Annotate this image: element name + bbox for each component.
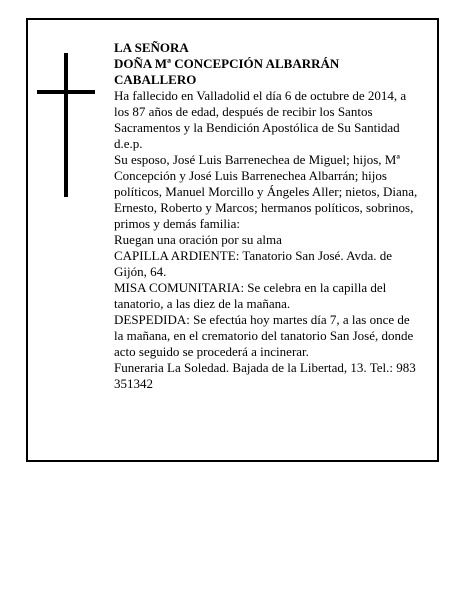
chapel-info: CAPILLA ARDIENTE: Tanatorio San José. Avda. de Gijón, 64. — [114, 248, 393, 279]
cross-horizontal-bar — [37, 90, 95, 94]
deceased-title: LA SEÑORA — [114, 40, 189, 55]
family-list: Su esposo, José Luis Barrenechea de Miguel; hijos, Mª Concepción y José Luis Barrenechea Albarrán; hijos políticos, Manuel Morcillo y Ángeles Aller; nietos, Diana, Ernesto, Roberto y Marcos; hermanos políticos, sobrinos, primos y demás familia: — [114, 152, 418, 231]
obituary-text — [114, 40, 419, 392]
cross-vertical-bar — [64, 53, 68, 197]
mass-info: MISA COMUNITARIA: Se celebra en la capilla del tanatorio, a las diez de la mañana. — [114, 280, 387, 311]
farewell-info: DESPEDIDA: Se efectúa hoy martes día 7, a las once de la mañana, en el crematorio del tanatorio San José, donde acto seguido se procederá a incinerar. — [114, 312, 414, 359]
funeral-home-info: Funeraria La Soledad. Bajada de la Libertad, 13. Tel.: 983 351342 — [114, 360, 416, 391]
deceased-name: DOÑA Mª CONCEPCIÓN ALBARRÁN CABALLERO — [114, 56, 340, 87]
prayer-request: Ruegan una oración por su alma — [114, 232, 282, 247]
death-announcement: Ha fallecido en Valladolid el día 6 de octubre de 2014, a los 87 años de edad, después de recibir los Santos Sacramentos y la Bendición Apostólica de Su Santidad d.e.p. — [114, 88, 407, 151]
cross-icon — [37, 53, 95, 197]
